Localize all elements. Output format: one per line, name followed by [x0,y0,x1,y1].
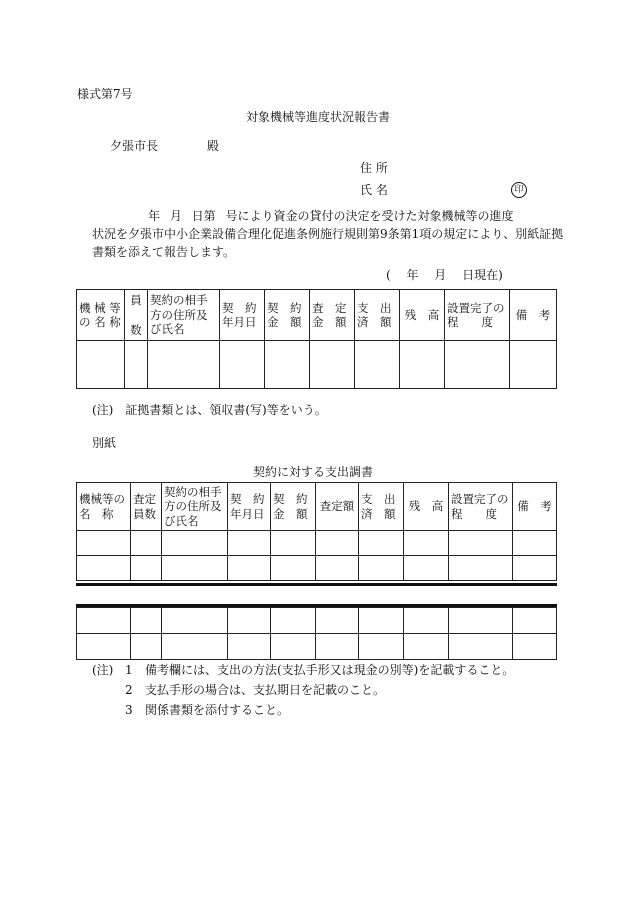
cell-input[interactable] [359,634,404,660]
cell-input[interactable] [513,634,557,660]
applicant-address-label: 住 所 [360,161,388,175]
cell-input[interactable] [131,531,162,556]
note-item-1-num: 1 [125,663,133,677]
cell-input[interactable] [359,608,404,634]
cell-input[interactable] [131,556,162,581]
cell-input[interactable] [404,634,449,660]
header-machine-name: 機 械 等 の 名 称 [77,290,125,341]
note-item-1-text: 備考欄には、支出の方法(支払手形又は現金の別等)を記載すること。 [145,663,515,677]
header-balance: 残 高 [400,290,445,341]
table-header-row [77,290,557,341]
table-break-line [76,583,557,586]
header-assessed-amount: 査定額 [316,483,359,531]
cell-input[interactable] [449,531,513,556]
cell-input[interactable] [510,341,557,389]
header-quantity: 員 数 [125,290,148,341]
cell-input[interactable] [310,341,355,389]
header-contract-amount: 契 約 金 額 [265,290,310,341]
cell-input[interactable] [77,531,131,556]
cell-input[interactable] [162,634,228,660]
cell-input[interactable] [271,556,316,581]
header-contract-party: 契約の相手 方の住所及 び氏名 [148,290,220,341]
as-of-date: ( 年 月 日現在) [386,268,503,282]
cell-input[interactable] [77,556,131,581]
body-line-1: 年 月 日第 号により資金の貸付の決定を受けた対象機械等の進度 [148,209,514,223]
cell-input[interactable] [162,608,228,634]
table-row [77,341,557,389]
table-header-row [77,483,557,531]
cell-input[interactable] [449,634,513,660]
cell-input[interactable] [162,531,228,556]
cell-input[interactable] [404,556,449,581]
cell-input[interactable] [316,531,359,556]
cell-input[interactable] [316,634,359,660]
cell-input[interactable] [400,341,445,389]
body-line-2: 状況を夕張市中小企業設備合理化促進条例施行規則第9条第1項の規定により、別紙証拠 [92,227,564,241]
cell-input[interactable] [131,608,162,634]
cell-input[interactable] [228,608,271,634]
table-row [77,531,557,556]
header-paid-amount: 支 出 済 額 [359,483,404,531]
table-row [77,634,557,660]
applicant-name-label: 氏 名 [360,183,388,197]
header-paid-amount: 支 出 済 額 [355,290,400,341]
cell-input[interactable] [77,634,131,660]
expenditure-table [76,482,557,581]
note-item-3-num: 3 [125,703,133,717]
cell-input[interactable] [148,341,220,389]
cell-input[interactable] [513,531,557,556]
cell-input[interactable] [359,556,404,581]
page-title: 対象機械等進度状況報告書 [246,110,391,124]
body-line-3: 書類を添えて報告します。 [92,245,236,259]
cell-input[interactable] [513,556,557,581]
header-installation-progress: 設置完了の 程 度 [449,483,513,531]
cell-input[interactable] [445,341,510,389]
attachment-label: 別紙 [92,436,117,450]
cell-input[interactable] [316,608,359,634]
cell-input[interactable] [265,341,310,389]
header-remarks: 備 考 [513,483,557,531]
note-item-2-text: 支払手形の場合は、支払期日を記載のこと。 [145,683,386,697]
table-row [77,556,557,581]
header-contract-date: 契 約 年月日 [220,290,265,341]
addressee-name: 夕張市長 [110,139,159,153]
header-remarks: 備 考 [510,290,557,341]
expenditure-table-continued [76,607,557,660]
header-assessed-amount: 査 定 金 額 [310,290,355,341]
notes-prefix: (注) [92,663,114,677]
header-contract-date: 契 約 年月日 [228,483,271,531]
header-contract-party: 契約の相手 方の住所及 び氏名 [162,483,228,531]
cell-input[interactable] [77,341,125,389]
cell-input[interactable] [220,341,265,389]
cell-input[interactable] [271,531,316,556]
cell-input[interactable] [162,556,228,581]
cell-input[interactable] [355,341,400,389]
note-1: (注) 証拠書類とは、領収書(写)等をいう。 [92,403,327,417]
cell-input[interactable] [271,634,316,660]
cell-input[interactable] [271,608,316,634]
cell-input[interactable] [228,634,271,660]
cell-input[interactable] [125,341,148,389]
addressee-honorific: 殿 [207,139,220,153]
cell-input[interactable] [228,531,271,556]
cell-input[interactable] [449,556,513,581]
seal-icon: 印 [511,182,527,198]
cell-input[interactable] [404,608,449,634]
cell-input[interactable] [513,608,557,634]
header-installation-progress: 設置完了の 程 度 [445,290,510,341]
header-assessed-quantity: 査定 員数 [131,483,162,531]
cell-input[interactable] [131,634,162,660]
form-number: 様式第7号 [77,87,133,101]
cell-input[interactable] [449,608,513,634]
header-balance: 残 高 [404,483,449,531]
cell-input[interactable] [359,531,404,556]
header-machine-name: 機械等の 名 称 [77,483,131,531]
cell-input[interactable] [404,531,449,556]
cell-input[interactable] [316,556,359,581]
progress-table [76,289,557,389]
note-item-3-text: 関係書類を添付すること。 [145,703,290,717]
header-contract-amount: 契 約 金 額 [271,483,316,531]
note-item-2-num: 2 [125,683,133,697]
table2-title: 契約に対する支出調書 [253,465,374,479]
cell-input[interactable] [77,608,131,634]
cell-input[interactable] [228,556,271,581]
table-row [77,608,557,634]
